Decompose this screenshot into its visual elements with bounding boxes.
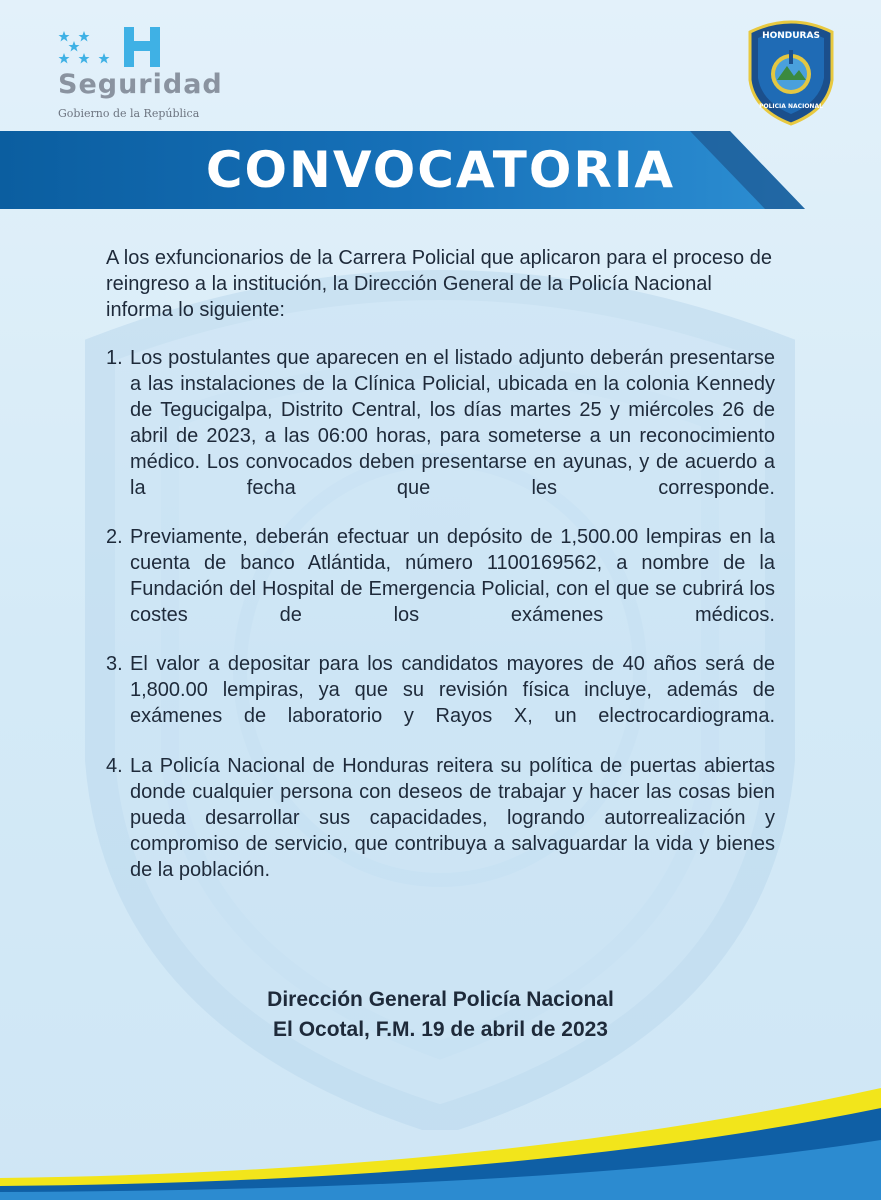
list-item-text: Previamente, deberán efectuar un depósito de 1,500.00 lempiras en la cuenta de banco Atlántida, número 1100169562, a nombre de la Fundación del Hospital de Emergencia Policial, con el que se cubrirá los costes de los exámenes médicos. xyxy=(130,526,775,626)
notice-body xyxy=(106,245,775,906)
logo-wordmark: Seguridad xyxy=(58,69,223,100)
logo-subtitle: Gobierno de la República xyxy=(58,107,200,120)
list-item-text: La Policía Nacional de Honduras reitera su política de puertas abiertas donde cualquier persona con deseos de trabajar y hacer las cosas bien pueda desarrollar sus capacidades, logrando autorrealización y compromiso de servicio, que contribuya a salvaguardar la vida y bienes de la población. xyxy=(130,755,775,881)
badge-top-text: HONDURAS xyxy=(762,31,820,41)
list-item-number: 2. xyxy=(106,526,123,548)
list-item-number: 1. xyxy=(106,347,123,369)
signature-line-2: El Ocotal, F.M. 19 de abril de 2023 xyxy=(273,1018,608,1041)
h-logo-icon xyxy=(120,25,164,69)
intro-paragraph: A los exfuncionarios de la Carrera Policial que aplicaron para el proceso de reingreso a la institución, la Dirección General de la Policía Nacional informa lo siguiente: xyxy=(106,247,772,321)
list-item-text: Los postulantes que aparecen en el listado adjunto deberán presentarse a las instalaciones de la Clínica Policial, ubicada en la colonia Kennedy de Tegucigalpa, Distrito Central, los días martes 25 y miércoles 26 de abril de 2023, a las 06:00 horas, para someterse a un reconocimiento médico. Los convocados deben presentarse en ayunas, y de acuerdo a la fecha que les corresponde. xyxy=(130,347,775,499)
list-item xyxy=(106,753,775,883)
page-title-text: CONVOCATORIA xyxy=(205,141,676,199)
badge-bottom-text: POLICIA NACIONAL xyxy=(759,103,823,110)
list-item xyxy=(106,345,775,501)
footer-wave xyxy=(0,1060,881,1200)
signature-line-1: Dirección General Policía Nacional xyxy=(267,988,614,1011)
list-item-number: 4. xyxy=(106,755,123,777)
list-item xyxy=(106,524,775,628)
seguridad-logo xyxy=(50,25,250,125)
stars-icon xyxy=(56,29,116,69)
list-item-number: 3. xyxy=(106,653,123,675)
points-list xyxy=(106,345,775,883)
signature-block xyxy=(0,985,881,1045)
list-item-text: El valor a depositar para los candidatos mayores de 40 años será de 1,800.00 lempiras, ya que su revisión física incluye, además de exámenes de laboratorio y Rayos X, un electrocardiograma. xyxy=(130,653,775,727)
list-item xyxy=(106,651,775,729)
police-badge-icon xyxy=(742,14,840,126)
page-title xyxy=(0,131,881,209)
